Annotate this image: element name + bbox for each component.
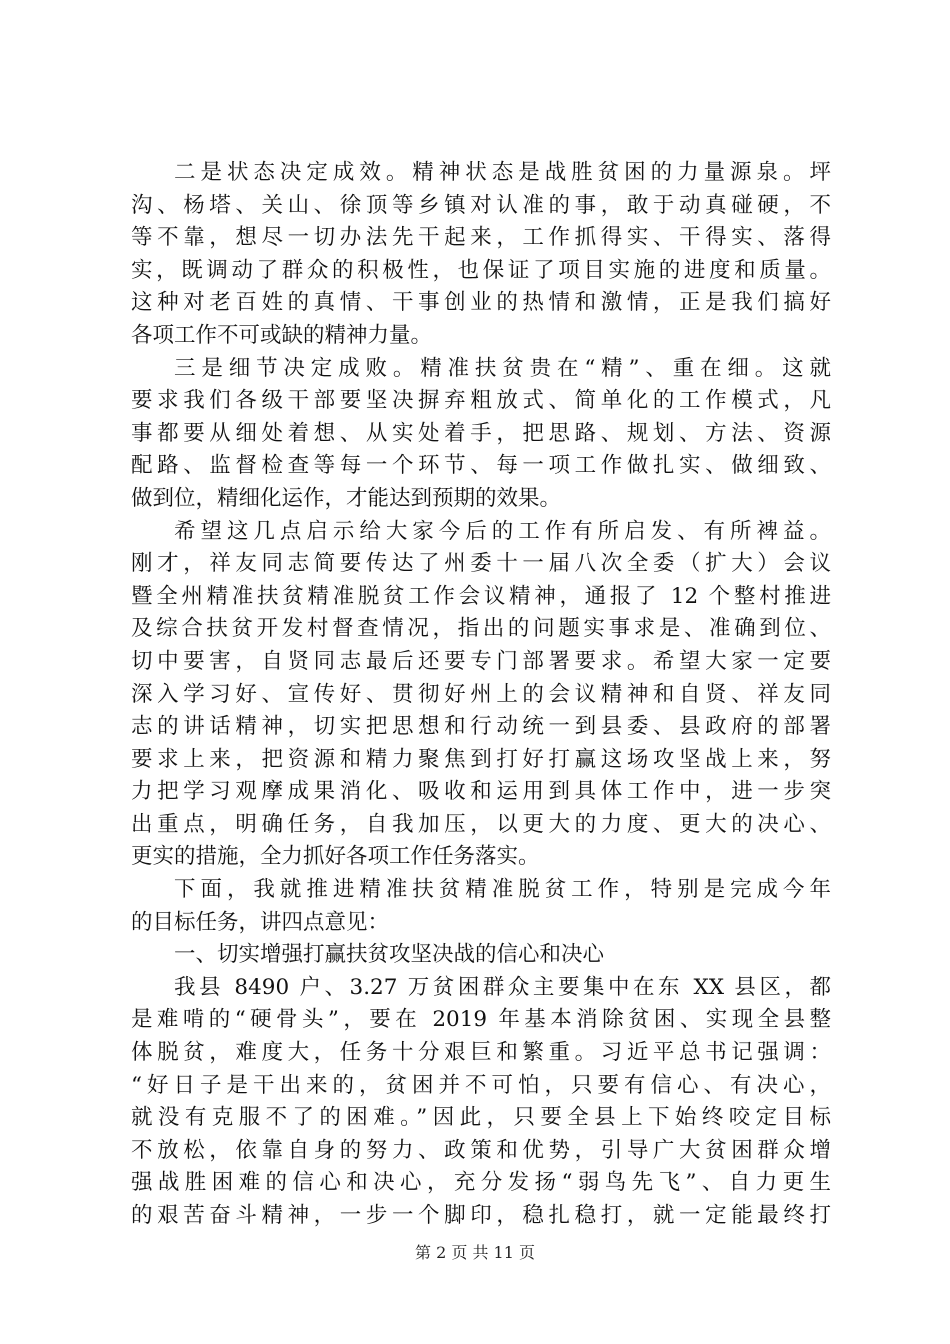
text-line: 二是状态决定成效。精神状态是战胜贫困的力量源泉。坪: [174, 160, 831, 185]
text-line: 志的讲话精神，切实把思想和行动统一到县委、县政府的部署: [131, 714, 831, 740]
body-text: [131, 157, 831, 1233]
text-line: 力把学习观摩成果消化、吸收和运用到具体工作中，进一步突: [131, 779, 831, 805]
text-line: 希望这几点启示给大家今后的工作有所启发、有所裨益。: [174, 518, 831, 544]
text-line: 要求上来，把资源和精力聚焦到打好打赢这场攻坚战上来，努: [131, 746, 831, 772]
text-line: 刚才，祥友同志简要传达了州委十一届八次全委（扩大）会议: [131, 551, 831, 577]
text-line: 深入学习好、宣传好、贯彻好州上的会议精神和自贤、祥友同: [131, 681, 831, 707]
text-line: 更实的措施，全力抓好各项工作任务落实。: [131, 844, 540, 870]
text-line: 三是细节决定成败。精准扶贫贵在“精”、重在细。这就: [174, 355, 831, 381]
text-line: 事都要从细处着想、从实处着手，把思路、规划、方法、资源: [131, 420, 831, 446]
text-line: 等不靠，想尽一切办法先干起来，工作抓得实、干得实、落得: [131, 225, 831, 251]
text-line: 我县 8490 户、3.27 万贫困群众主要集中在东 XX 县区，都: [174, 974, 831, 1000]
text-line: 暨全州精准扶贫精准脱贫工作会议精神，通报了 12 个整村推进: [131, 583, 831, 609]
text-line: 切中要害，自贤同志最后还要专门部署要求。希望大家一定要: [131, 648, 831, 674]
text-line: 实，既调动了群众的积极性，也保证了项目实施的进度和质量。: [131, 257, 831, 283]
text-line: 的艰苦奋斗精神，一步一个脚印，稳扎稳打，就一定能最终打: [131, 1203, 831, 1228]
text-line: 沟、杨塔、关山、徐顶等乡镇对认准的事，敢于动真碰硬，不: [131, 192, 831, 218]
text-line: 要求我们各级干部要坚决摒弃粗放式、简单化的工作模式，凡: [131, 388, 831, 414]
text-line: 各项工作不可或缺的精神力量。: [131, 322, 433, 348]
text-line: 体脱贫，难度大，任务十分艰巨和繁重。习近平总书记强调：: [131, 1040, 831, 1066]
text-line: 这种对老百姓的真情、干事创业的热情和激情，正是我们搞好: [131, 290, 831, 316]
text-line: 下面，我就推进精准扶贫精准脱贫工作，特别是完成今年: [174, 877, 831, 903]
text-line: 不放松，依靠自身的努力、政策和优势，引导广大贫困群众增: [131, 1137, 831, 1163]
text-line: 出重点，明确任务，自我加压，以更大的力度、更大的决心、: [131, 811, 831, 837]
text-line: 就没有克服不了的困难。”因此，只要全县上下始终咬定目标: [131, 1105, 831, 1131]
text-line: 及综合扶贫开发村督查情况，指出的问题实事求是、准确到位、: [131, 616, 831, 642]
page-number-footer: 第 2 页 共 11 页: [415, 1243, 535, 1262]
section-heading: 一、切实增强打赢扶贫攻坚决战的信心和决心: [174, 942, 605, 968]
text-line: 的目标任务，讲四点意见：: [131, 909, 390, 935]
text-line: 做到位，精细化运作，才能达到预期的效果。: [131, 485, 562, 511]
text-line: “好日子是干出来的，贫困并不可怕，只要有信心、有决心，: [131, 1072, 831, 1098]
text-line: 配路、监督检查等每一个环节、每一项工作做扎实、做细致、: [131, 453, 831, 479]
text-line: 强战胜困难的信心和决心，充分发扬“弱鸟先飞”、自力更生: [131, 1170, 831, 1196]
text-line: 是难啃的“硬骨头”，要在 2019 年基本消除贫困、实现全县整: [131, 1007, 831, 1033]
